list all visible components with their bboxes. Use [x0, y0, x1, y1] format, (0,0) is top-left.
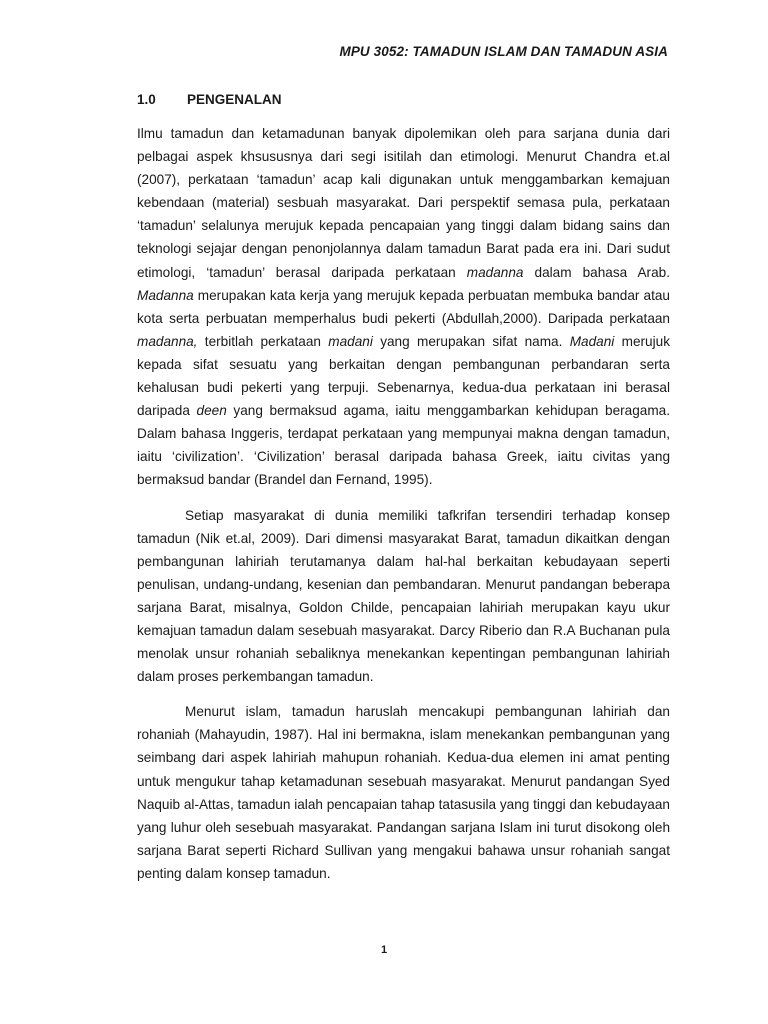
text-run: Ilmu tamadun dan ketamadunan banyak dipolemikan oleh para sarjana dunia dari pelbagai aspek khsususnya dari segi isitilah dan etimologi. Menurut Chandra et.al (2007), perkataan ‘tamadun’ acap kali digunakan untuk menggambarkan kemajuan kebendaan (material) sesbuah masyarakat. Dari perspektif semasa pula, perkataan ‘tamadun’ selalunya merujuk kepada pencapaian yang tinggi dalam bidang sains dan teknologi sejajar dengan penonjolannya dalam tamadun Barat pada era ini. Dari sudut etimologi, ‘tamadun’ berasal daripada perkataan	[137, 126, 670, 280]
text-run: yang merupakan sifat nama.	[372, 333, 570, 349]
italic-term: Madani	[569, 333, 615, 349]
text-run: terbitlah perkataan	[197, 333, 329, 349]
italic-term: madanna	[466, 264, 524, 280]
text-run: merupakan kata kerja yang merujuk kepada perbuatan membuka bandar atau kota serta perbuatan memperhalus budi pekerti (Abdullah,2000). Daripada perkataan	[137, 287, 670, 326]
italic-term: madanna,	[137, 333, 198, 349]
paragraph-islamic-view: Menurut islam, tamadun haruslah mencakupi pembangunan lahiriah dan rohaniah (Mahayudin, 1987). Hal ini bermakna, islam menekankan pembangunan yang seimbang dari aspek lahiriah mahupun rohaniah. Kedua-dua elemen ini amat penting untuk mengukur tahap ketamadunan sesebuah masyarakat. Menurut pandangan Syed Naquib al-Attas, tamadun ialah pencapaian tahap tatasusila yang tinggi dan kebudayaan yang luhur oleh sesebuah masyarakat. Pandangan sarjana Islam ini turut disokong oleh sarjana Barat seperti Richard Sullivan yang mengakui bahawa unsur rohaniah sangat penting dalam konsep tamadun.	[137, 704, 670, 881]
section-title: PENGENALAN	[187, 92, 282, 107]
section-number: 1.0	[137, 92, 156, 107]
italic-term: madani	[328, 333, 373, 349]
italic-term: deen	[196, 403, 227, 419]
text-run: merujuk kepada sifat sesuatu yang berkaitan dengan pembangunan perbandaran serta kehalusan budi pekerti yang terpuji. Sebenarnya, kedua-dua perkataan ini berasal daripada	[137, 333, 670, 419]
italic-term: Madanna	[137, 287, 194, 303]
running-header: MPU 3052: TAMADUN ISLAM DAN TAMADUN ASIA	[339, 44, 668, 59]
text-run: dalam bahasa Arab.	[523, 264, 670, 280]
paragraph-western-view: Setiap masyarakat di dunia memiliki tafkrifan tersendiri terhadap konsep tamadun (Nik et.al, 2009). Dari dimensi masyarakat Barat, tamadun dikaitkan dengan pembangunan lahiriah terutamanya dalam hal-hal berkaitan kebudayaan seperti penulisan, undang-undang, kesenian dan pembandaran. Menurut pandangan beberapa sarjana Barat, misalnya, Goldon Childe, pencapaian lahiriah merupakan kayu ukur kemajuan tamadun dalam sesebuah masyarakat. Darcy Riberio dan R.A Buchanan pula menolak unsur rohaniah sebaliknya menekankan kepentingan pembangunan lahiriah dalam proses perkembangan tamadun.	[137, 507, 670, 685]
text-run: yang bermaksud agama, iaitu menggambarkan kehidupan beragama. Dalam bahasa Inggeris, terdapat perkataan yang mempunyai makna dengan tamadun, iaitu ‘civilization’. ‘Civilization’ berasal daripada bahasa Greek, iaitu civitas yang bermaksud bandar (Brandel dan Fernand, 1995).	[137, 403, 670, 488]
paragraph-introduction	[137, 122, 670, 492]
body-text	[137, 122, 670, 897]
section-heading	[137, 92, 282, 107]
page-number: 1	[380, 944, 388, 956]
